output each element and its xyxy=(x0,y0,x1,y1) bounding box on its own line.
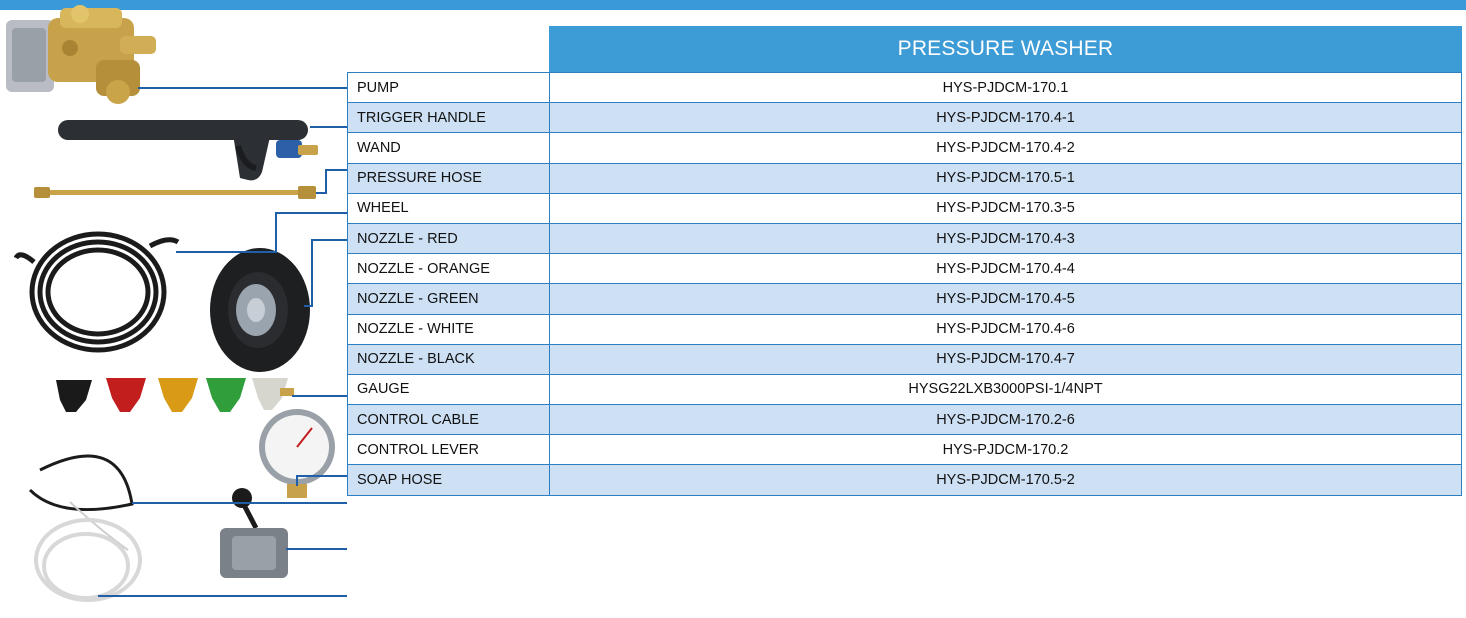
pump-photo xyxy=(6,5,156,104)
part-name-cell: SOAP HOSE xyxy=(348,465,550,495)
wand-photo xyxy=(34,186,316,199)
part-code-cell: HYS-PJDCM-170.4-7 xyxy=(550,344,1462,374)
nozzle-set-photo xyxy=(56,378,294,412)
part-name-cell: NOZZLE - BLACK xyxy=(348,344,550,374)
part-code-cell: HYS-PJDCM-170.5-1 xyxy=(550,163,1462,193)
wheel-photo xyxy=(210,248,310,372)
table-row xyxy=(348,465,1462,495)
part-name-cell: WHEEL xyxy=(348,193,550,223)
parts-table xyxy=(347,72,1462,496)
table-row xyxy=(348,73,1462,103)
part-name-cell: PRESSURE HOSE xyxy=(348,163,550,193)
part-name-cell: NOZZLE - WHITE xyxy=(348,314,550,344)
table-row xyxy=(348,314,1462,344)
part-code-cell: HYS-PJDCM-170.4-2 xyxy=(550,133,1462,163)
part-code-cell: HYS-PJDCM-170.1 xyxy=(550,73,1462,103)
control-lever-photo xyxy=(220,488,288,578)
soap-hose-photo xyxy=(36,520,140,600)
part-code-cell: HYS-PJDCM-170.5-2 xyxy=(550,465,1462,495)
part-name-cell: PUMP xyxy=(348,73,550,103)
part-name-cell: CONTROL LEVER xyxy=(348,435,550,465)
part-code-cell: HYS-PJDCM-170.2 xyxy=(550,435,1462,465)
part-name-cell: NOZZLE - GREEN xyxy=(348,284,550,314)
table-row xyxy=(348,223,1462,253)
part-code-cell: HYS-PJDCM-170.2-6 xyxy=(550,405,1462,435)
pressure-hose-photo xyxy=(16,234,178,350)
parts-table-body xyxy=(348,73,1462,496)
part-name-cell: WAND xyxy=(348,133,550,163)
part-code-cell: HYS-PJDCM-170.4-5 xyxy=(550,284,1462,314)
part-name-cell: TRIGGER HANDLE xyxy=(348,103,550,133)
table-row xyxy=(348,103,1462,133)
part-name-cell: NOZZLE - RED xyxy=(348,223,550,253)
part-name-cell: NOZZLE - ORANGE xyxy=(348,254,550,284)
part-code-cell: HYS-PJDCM-170.4-3 xyxy=(550,223,1462,253)
trigger-handle-photo xyxy=(58,120,318,180)
table-row xyxy=(348,133,1462,163)
part-code-cell: HYSG22LXB3000PSI-1/4NPT xyxy=(550,374,1462,404)
table-row xyxy=(348,344,1462,374)
part-code-cell: HYS-PJDCM-170.4-1 xyxy=(550,103,1462,133)
table-row xyxy=(348,374,1462,404)
table-row xyxy=(348,435,1462,465)
part-code-cell: HYS-PJDCM-170.3-5 xyxy=(550,193,1462,223)
table-row xyxy=(348,284,1462,314)
part-name-cell: CONTROL CABLE xyxy=(348,405,550,435)
table-row xyxy=(348,193,1462,223)
part-name-cell: GAUGE xyxy=(348,374,550,404)
part-code-cell: HYS-PJDCM-170.4-4 xyxy=(550,254,1462,284)
table-row xyxy=(348,254,1462,284)
part-code-cell: HYS-PJDCM-170.4-6 xyxy=(550,314,1462,344)
table-row xyxy=(348,163,1462,193)
table-header-pressure-washer: PRESSURE WASHER xyxy=(549,26,1462,72)
table-row xyxy=(348,405,1462,435)
